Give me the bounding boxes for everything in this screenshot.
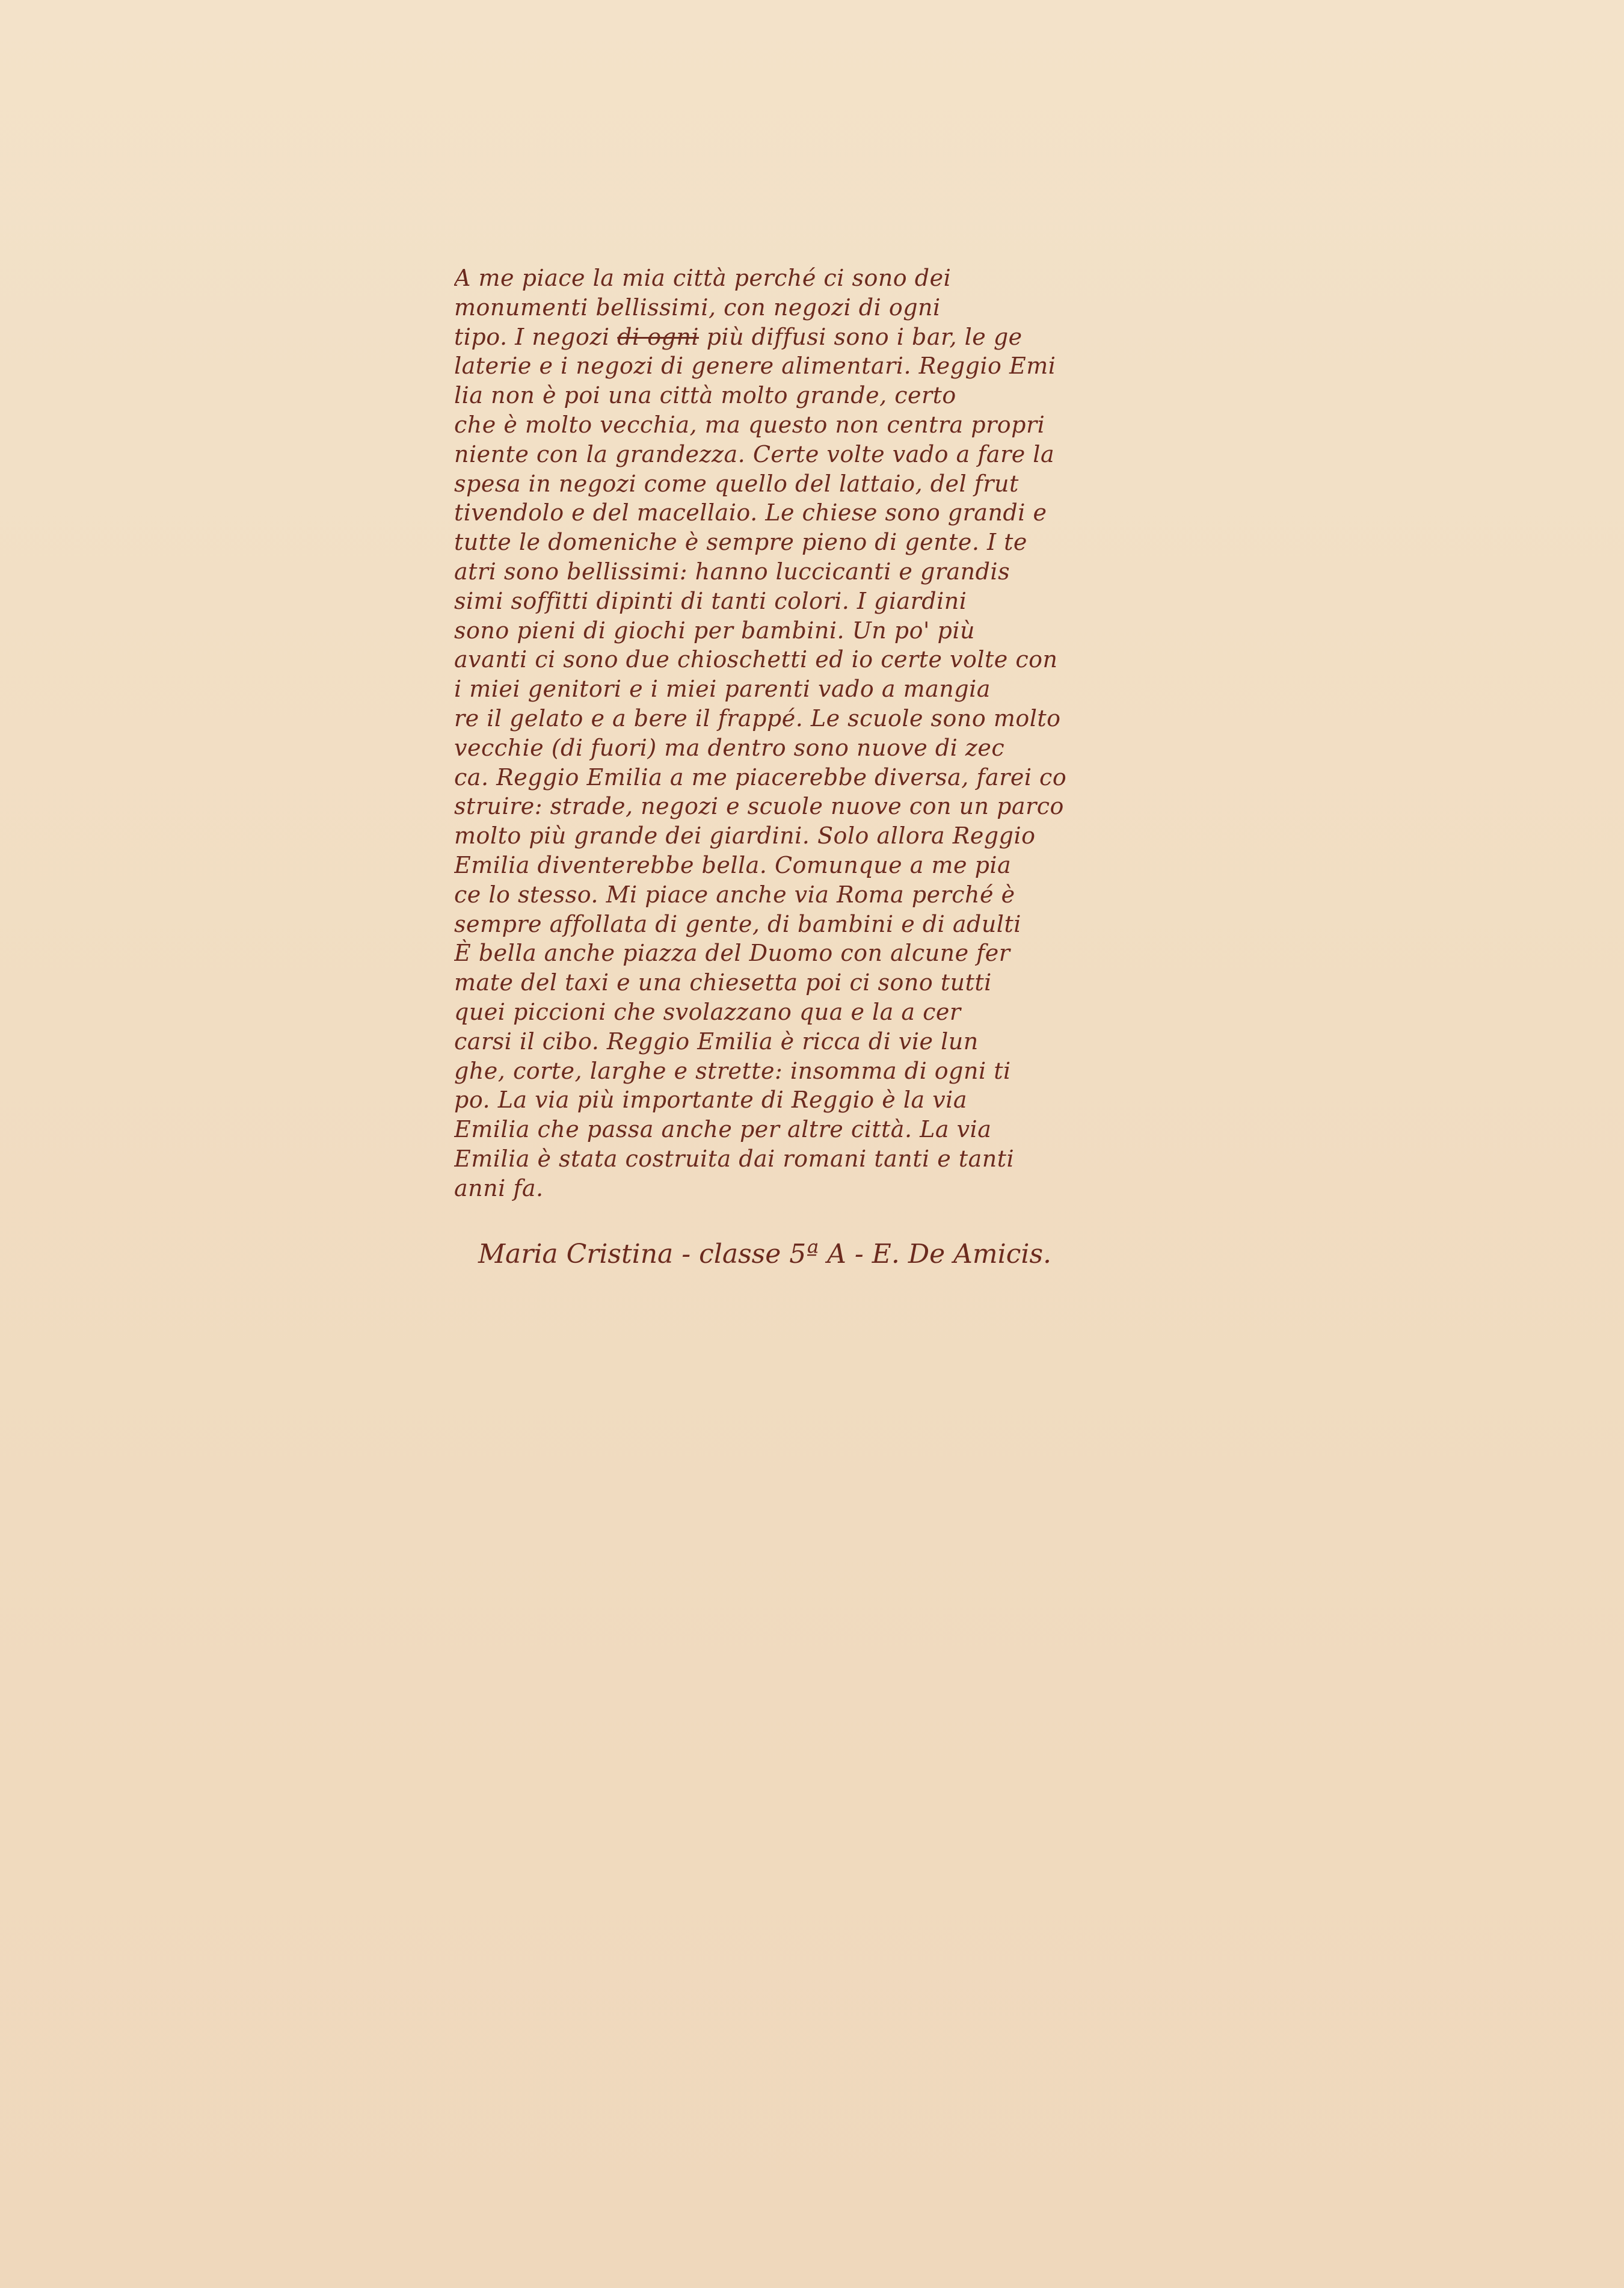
text-line: sempre affollata di gente, di bambini e di adulti <box>454 910 1021 937</box>
handwritten-essay <box>454 264 1197 1203</box>
text-line: re il gelato e a bere il frappé. Le scuole sono molto <box>454 705 1061 732</box>
text-line: struire: strade, negozi e scuole nuove con un parco <box>454 793 1064 820</box>
text-line-start: tipo. I negozi <box>454 323 610 350</box>
text-line: tivendolo e del macellaio. Le chiese sono grandi e <box>454 499 1047 526</box>
text-line <box>454 322 1197 352</box>
signature: Maria Cristina - classe 5ª A - E. De Amicis. <box>478 1239 1052 1269</box>
text-line: Emilia diventerebbe bella. Comunque a me pia <box>454 851 1012 878</box>
text-line: sono pieni di giochi per bambini. Un po' più <box>454 617 975 644</box>
text-line: A me piace la mia città perché ci sono dei <box>454 265 952 291</box>
text-line: monumenti bellissimi, con negozi di ogni <box>454 294 941 321</box>
text-line: che è molto vecchia, ma questo non centra propri <box>454 411 1045 438</box>
text-line: po. La via più importante di Reggio è la via <box>454 1087 967 1114</box>
text-line: vecchie (di fuori) ma dentro sono nuove di zec <box>454 734 1005 761</box>
text-line: molto più grande dei giardini. Solo allora Reggio <box>454 822 1036 850</box>
text-line: Emilia che passa anche per altre città. La via <box>454 1116 992 1143</box>
struck-out-words: di ogni <box>617 323 700 350</box>
text-line: ghe, corte, larghe e strette: insomma di ogni ti <box>454 1057 1011 1084</box>
text-line: simi soffitti dipinti di tanti colori. I giardini <box>454 587 967 614</box>
text-line: tutte le domeniche è sempre pieno di gente. I te <box>454 529 1027 556</box>
text-line: Emilia è stata costruita dai romani tanti e tanti <box>454 1145 1015 1172</box>
text-line: anni fa. <box>454 1174 544 1201</box>
text-line: quei piccioni che svolazzano qua e la a cer <box>454 998 961 1025</box>
text-line: laterie e i negozi di genere alimentari. Reggio Emi <box>454 353 1056 380</box>
text-line: È bella anche piazza del Duomo con alcune fer <box>454 940 1010 967</box>
text-line: niente con la grandezza. Certe volte vado a fare la <box>454 440 1055 467</box>
text-line: carsi il cibo. Reggio Emilia è ricca di vie lun <box>454 1028 979 1055</box>
text-line: mate del taxi e una chiesetta poi ci sono tutti <box>454 969 992 996</box>
text-line: ca. Reggio Emilia a me piacerebbe diversa, farei co <box>454 763 1067 791</box>
text-line: i miei genitori e i miei parenti vado a mangia <box>454 676 991 703</box>
text-line: avanti ci sono due chioschetti ed io certe volte con <box>454 646 1058 673</box>
text-line: lia non è poi una città molto grande, certo <box>454 382 956 409</box>
text-line: spesa in negozi come quello del lattaio, del frut <box>454 470 1019 497</box>
text-line: ce lo stesso. Mi piace anche via Roma perché è <box>454 881 1015 908</box>
text-line-rest: più diffusi sono i bar, le ge <box>699 323 1023 350</box>
text-line: atri sono bellissimi: hanno luccicanti e grandis <box>454 558 1010 585</box>
